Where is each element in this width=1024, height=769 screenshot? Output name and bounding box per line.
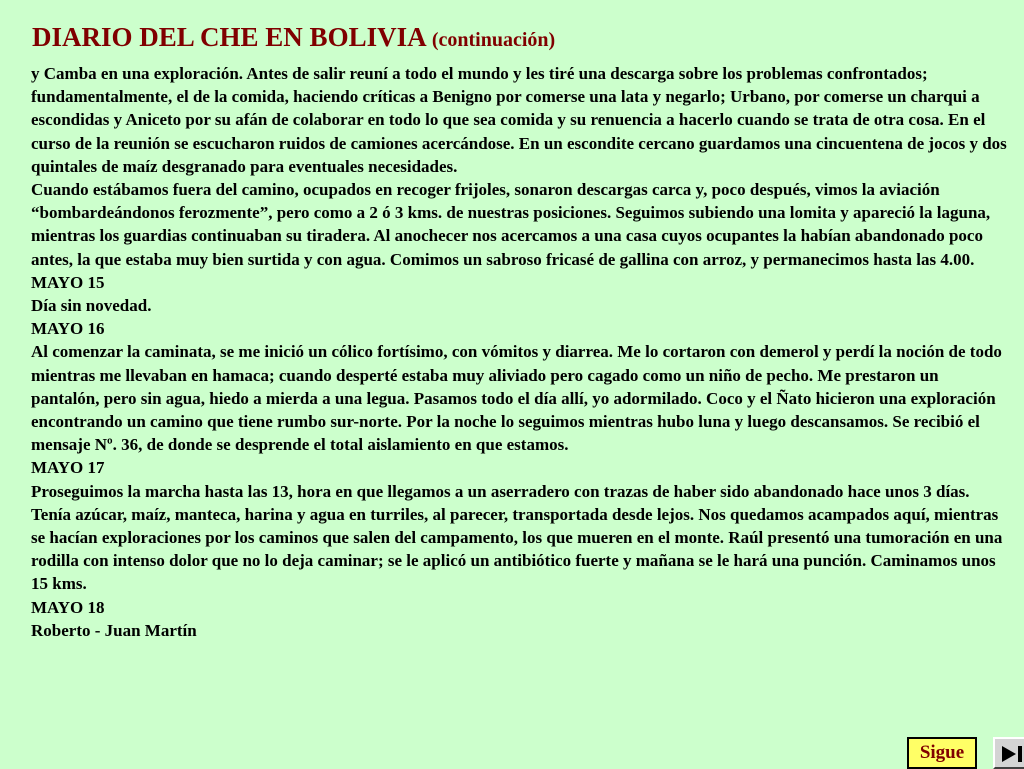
title-subtitle: (continuación) bbox=[431, 29, 556, 51]
diary-body bbox=[31, 62, 1011, 642]
date-heading: MAYO 18 bbox=[31, 597, 105, 617]
date-heading: MAYO 15 bbox=[31, 272, 105, 292]
end-button[interactable] bbox=[993, 737, 1024, 769]
title-main: DIARIO DEL CHE EN BOLIVIA bbox=[32, 22, 426, 52]
slide-title bbox=[32, 20, 555, 57]
diary-paragraph: Proseguimos la marcha hasta las 13, hora en que llegamos a un aserradero con trazas de haber sido abandonado hace unos 3 días. Tenía azúcar, maíz, manteca, harina y agua en turriles, al parecer, transportada desde lejos. Nos quedamos acampados aquí, mientras se hacían exploraciones por los caminos que salen del campamento, los que mueren en el monte. Raúl presentó una tumoración en una rodilla con intenso dolor que no lo deja caminar; se le aplicó un antibiótico fuerte y mañana se le hará una punción. Caminamos unos 15 kms. bbox=[31, 481, 1003, 594]
end-icon bbox=[999, 743, 1024, 765]
diary-paragraph: Cuando estábamos fuera del camino, ocupados en recoger frijoles, sonaron descargas carca y, poco después, vimos la aviación “bombardeándonos ferozmente”, pero como a 2 ó 3 kms. de nuestras posiciones. Seguimos subiendo una lomita y apareció la laguna, mientras los guardias continuaban su tiradera. Al anochecer nos acercamos a una casa cuyos ocupantes la habían abandonado poco antes, la que estaba muy bien surtida y con agua. Comimos un sabroso fricasé de gallina con arroz, y permanecimos hasta las 4.00. bbox=[31, 180, 991, 269]
diary-paragraph: Día sin novedad. bbox=[31, 296, 152, 316]
next-button[interactable]: Sigue bbox=[907, 737, 977, 769]
date-heading: MAYO 17 bbox=[31, 458, 105, 478]
diary-paragraph: Roberto - Juan Martín bbox=[31, 620, 197, 640]
date-heading: MAYO 16 bbox=[31, 319, 105, 339]
diary-paragraph: y Camba en una exploración. Antes de salir reuní a todo el mundo y les tiré una descarga sobre los problemas confrontados; fundamentalmente, el de la comida, haciendo críticas a Benigno por comerse una lata y negarlo; Urbano, por comerse un charqui a escondidas y Aniceto por su afán de colaborar en todo lo que sea comida y su renuencia a hacerlo cuando se trata de otra cosa. En el curso de la reunión se escucharon ruidos de camiones acercándose. En un escondite cercano guardamos una cincuentena de jocos y dos quintales de maíz desgranado para eventuales necesidades. bbox=[31, 64, 1007, 176]
diary-paragraph: Al comenzar la caminata, se me inició un cólico fortísimo, con vómitos y diarrea. Me lo cortaron con demerol y perdí la noción de todo mientras me llevaban en hamaca; cuando desperté estaba muy aliviado pero cagado como un niño de pecho. Me prestaron un pantalón, pero sin agua, hiedo a mierda a una legua. Pasamos todo el día allí, yo adormilado. Coco y el Ñato hicieron una exploración encontrando un camino que tiene rumbo sur-norte. Por la noche lo seguimos mientras hubo luna y luego descansamos. Se recibió el mensaje Nº. 36, de donde se desprende el total aislamiento en que estamos. bbox=[31, 342, 1002, 455]
